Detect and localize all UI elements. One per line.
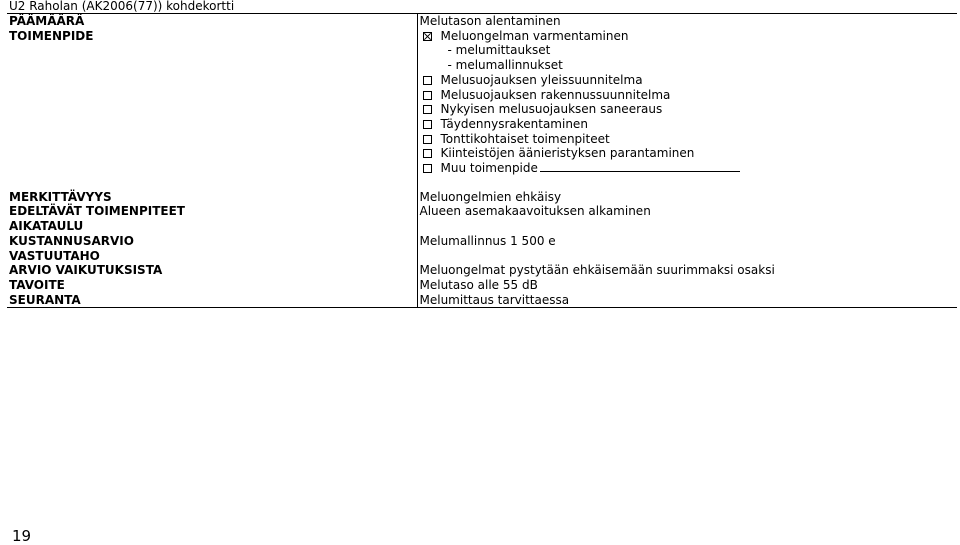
option-row xyxy=(420,88,958,103)
row-edeltavat xyxy=(7,204,957,219)
checkbox-icon[interactable] xyxy=(423,135,432,144)
value-vastuutaho xyxy=(417,249,957,264)
label-edeltavat: EDELTÄVÄT TOIMENPITEET xyxy=(7,204,417,219)
value-tavoite: Melutaso alle 55 dB xyxy=(419,277,538,292)
option-label: Melusuojauksen rakennussuunnitelma xyxy=(440,87,671,102)
label-paamaara: PÄÄMÄÄRÄ xyxy=(7,14,417,29)
option-row xyxy=(420,161,958,176)
row-arvio xyxy=(7,263,957,278)
row-paamaara xyxy=(7,14,957,29)
option-row xyxy=(420,146,958,161)
sub-option-row: - melumittaukset xyxy=(447,43,551,58)
option-row xyxy=(420,102,958,117)
value-paamaara: Melutason alentaminen xyxy=(417,14,957,29)
row-toimenpide xyxy=(7,29,957,176)
label-vastuutaho: VASTUUTAHO xyxy=(7,249,417,264)
option-row xyxy=(420,29,958,44)
label-toimenpide: TOIMENPIDE xyxy=(7,29,417,176)
fill-in-line[interactable] xyxy=(540,161,740,172)
option-label: Tonttikohtaiset toimenpiteet xyxy=(440,131,610,146)
value-edeltavat: Alueen asemakaavoituksen alkaminen xyxy=(419,204,651,219)
label-spacer xyxy=(7,176,417,190)
option-row xyxy=(420,132,958,147)
option-label: Kiinteistöjen äänieristyksen parantaminen xyxy=(440,146,695,161)
label-seuranta: SEURANTA xyxy=(7,293,417,308)
sub-option-row: - melumallinnukset xyxy=(447,58,563,73)
option-row xyxy=(420,73,958,88)
page-number: 19 xyxy=(12,527,32,545)
option-label: Melusuojauksen yleissuunnitelma xyxy=(440,72,643,87)
checkbox-icon[interactable] xyxy=(423,149,432,158)
value-kustannusarvio: Melumallinnus 1 500 e xyxy=(419,233,556,248)
checkbox-icon[interactable] xyxy=(423,105,432,114)
checkbox-icon[interactable] xyxy=(423,91,432,100)
document-title: U2 Raholan (AK2006(77)) kohdekortti xyxy=(9,0,235,13)
label-merkittavyys: MERKITTÄVYYS xyxy=(7,190,417,205)
label-arvio: ARVIO VAIKUTUKSISTA xyxy=(7,263,417,278)
row-vastuutaho xyxy=(7,249,957,264)
value-seuranta: Melumittaus tarvittaessa xyxy=(417,293,957,308)
row-aikataulu xyxy=(7,219,957,234)
checkbox-icon[interactable] xyxy=(423,76,432,85)
row-merkittavyys xyxy=(7,190,957,205)
value-toimenpide xyxy=(417,29,957,176)
value-merkittavyys: Meluongelmien ehkäisy xyxy=(419,189,562,204)
checkbox-icon[interactable] xyxy=(423,164,432,173)
value-arvio: Meluongelmat pystytään ehkäisemään suurimmaksi osaksi xyxy=(419,263,775,278)
row-kustannusarvio xyxy=(7,234,957,249)
option-label: Täydennysrakentaminen xyxy=(440,116,588,131)
label-aikataulu: AIKATAULU xyxy=(7,219,417,234)
value-aikataulu xyxy=(417,219,957,234)
label-tavoite: TAVOITE xyxy=(7,278,417,293)
option-label: Meluongelman varmentaminen xyxy=(440,28,629,43)
option-row xyxy=(420,117,958,132)
row-tavoite xyxy=(7,278,957,293)
option-label: Muu toimenpide xyxy=(440,161,538,176)
option-label: Nykyisen melusuojauksen saneeraus xyxy=(440,102,663,117)
kohdekortti-table xyxy=(7,13,957,308)
label-kustannusarvio: KUSTANNUSARVIO xyxy=(7,234,417,249)
checkbox-icon[interactable] xyxy=(423,120,432,129)
checkbox-checked-icon[interactable] xyxy=(423,32,432,41)
row-seuranta xyxy=(7,293,957,308)
